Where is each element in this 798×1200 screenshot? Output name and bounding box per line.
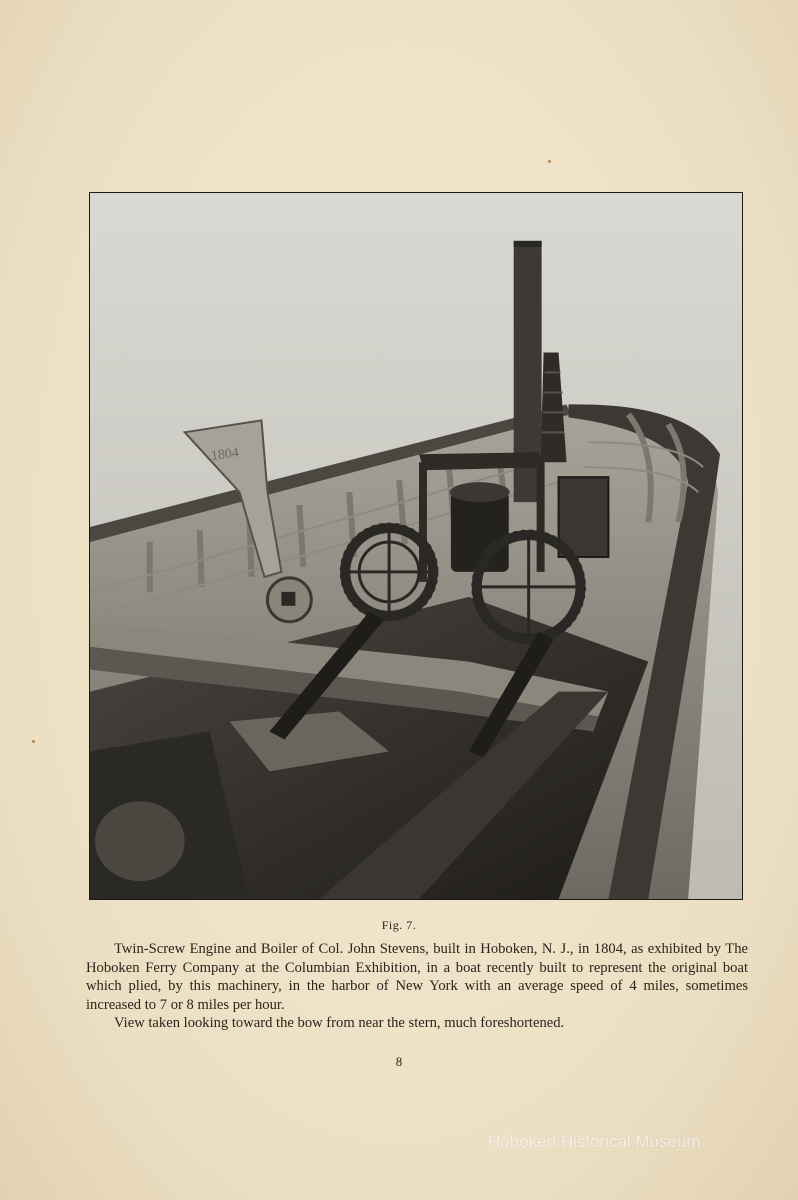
figure-caption [86, 940, 748, 1033]
figure-label: Fig. 7. [381, 918, 417, 932]
page-number: 8 [395, 1054, 403, 1069]
paper-speck [32, 740, 35, 743]
paper-speck [548, 160, 551, 163]
figure-photograph [89, 192, 743, 900]
plate-marking: 1804 [210, 445, 240, 465]
boat-engine-photo [90, 193, 742, 899]
caption-paragraph: View taken looking toward the bow from near the stern, much foreshortened. [114, 1015, 565, 1031]
caption-paragraph: Twin-Screw Engine and Boiler of Col. John Stevens, built in Hoboken, N. J., in 1804, as exhibited by The Hoboken Ferry Company at the Columbian Exhibition, in a boat recently built to represent the original boat which plied, by this machinery, in the harbor of New York with an average speed of 4 miles, sometimes increased to 7 or 8 miles per hour. [86, 941, 748, 1013]
museum-watermark: Hoboken Historical Museum [488, 1132, 701, 1151]
